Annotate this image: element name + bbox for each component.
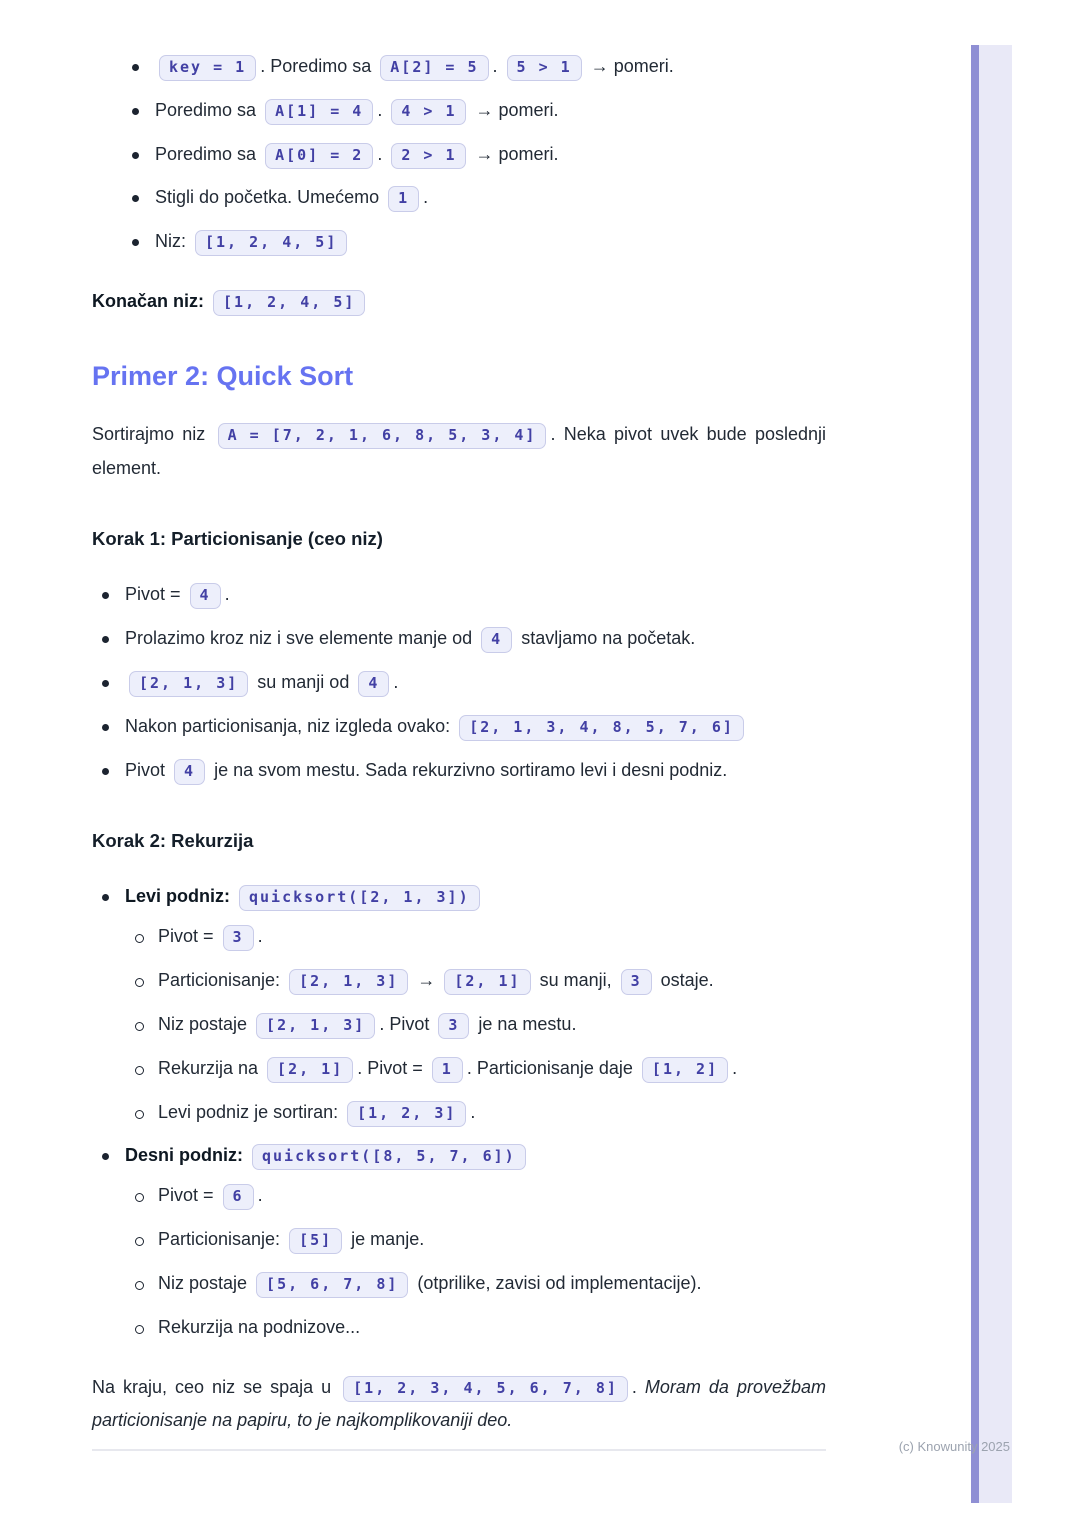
text-run: Poredimo sa <box>155 143 262 164</box>
code-chip: [5] <box>289 1228 342 1254</box>
code-chip: [2, 1] <box>267 1057 353 1083</box>
code-chip: 5 > 1 <box>507 55 582 81</box>
text-run: (otprilike, zavisi od implementacije). <box>412 1272 702 1293</box>
list-item <box>92 578 826 612</box>
text-run: Rekurzija na <box>158 1057 264 1078</box>
list-item <box>122 50 826 84</box>
list-item <box>122 94 826 128</box>
step-subheading: Korak 1: Particionisanje (ceo niz) <box>92 527 383 549</box>
code-chip: 6 <box>223 1184 254 1210</box>
code-chip: 3 <box>223 925 254 951</box>
list-item <box>125 1052 826 1086</box>
list-item <box>92 1139 826 1344</box>
code-chip: A[1] = 4 <box>265 99 373 125</box>
text-run: . <box>257 1185 263 1206</box>
list-item <box>92 754 826 788</box>
footer-credit: (c) Knowunity 2025 <box>898 1439 1010 1454</box>
text-run: . Neka pivot uvek bude poslednji element. <box>92 424 827 478</box>
code-chip: 4 <box>481 627 512 653</box>
code-chip: A[2] = 5 <box>380 55 488 81</box>
bullet-list <box>92 578 826 787</box>
nested-list <box>125 1179 826 1344</box>
text-run: je na svom mestu. Sada rekurzivno sortiramo levi i desni podniz. <box>209 759 728 780</box>
list-item <box>125 964 826 998</box>
text-run: Niz postaje <box>158 1013 253 1034</box>
scrollbar-thumb[interactable] <box>971 45 979 1503</box>
list-item <box>125 1179 826 1213</box>
list-item <box>125 1311 826 1345</box>
code-chip: 2 > 1 <box>391 143 466 169</box>
list-item <box>92 622 826 656</box>
code-chip: 3 <box>438 1013 469 1039</box>
code-chip: [1, 2, 3, 4, 5, 6, 7, 8] <box>343 1376 628 1402</box>
list-item <box>125 920 826 954</box>
list-item <box>122 181 826 215</box>
code-chip: [5, 6, 7, 8] <box>256 1272 408 1298</box>
text-run: Stigli do početka. Umećemo <box>155 187 385 208</box>
text-run: . <box>393 672 399 693</box>
bullet-list <box>92 880 826 1344</box>
text-run: . <box>732 1057 738 1078</box>
code-chip: [1, 2, 4, 5] <box>195 230 347 256</box>
code-chip: [1, 2, 3] <box>347 1101 466 1127</box>
italic-text: Moram da provežbam particionisanje na papiru, to je najkomplikovaniji deo. <box>92 1376 826 1431</box>
text-run: Poredimo sa <box>155 99 262 120</box>
text-run: . Particionisanje daje <box>466 1057 638 1078</box>
text-run: Pivot <box>125 759 171 780</box>
code-chip: 1 <box>388 186 419 212</box>
code-chip: [2, 1, 3] <box>256 1013 375 1039</box>
text-run: Niz postaje <box>158 1272 253 1293</box>
text-run: Nakon particionisanja, niz izgleda ovako: <box>125 715 456 736</box>
code-chip: 3 <box>621 969 652 995</box>
text-run: Particionisanje: <box>158 970 286 991</box>
text-run: je na mestu. <box>473 1013 577 1034</box>
list-item <box>125 1267 826 1301</box>
text-run: Particionisanje: <box>158 1229 286 1250</box>
text-run: → pomeri. <box>470 99 559 120</box>
text-run: . <box>492 56 503 76</box>
paragraph <box>92 285 826 319</box>
text-run: Levi podniz je sortiran: <box>158 1101 344 1122</box>
text-run: . Pivot = <box>357 1057 428 1078</box>
text-run: . Pivot <box>379 1013 435 1034</box>
text-run: → pomeri. <box>470 143 559 164</box>
text-run: stavljamo na početak. <box>516 628 696 649</box>
code-chip: 1 <box>432 1057 463 1083</box>
bullet-list <box>92 50 826 259</box>
list-item <box>92 710 826 744</box>
bold-text: Konačan niz: <box>92 291 210 312</box>
list-item <box>125 1096 826 1130</box>
text-run: su manji, <box>534 970 617 991</box>
text-run: Niz: <box>155 231 191 252</box>
text-run: ostaje. <box>655 970 714 991</box>
footer-divider <box>92 1449 826 1451</box>
document-content <box>92 44 826 1452</box>
code-chip: [2, 1] <box>444 969 530 995</box>
list-item <box>125 1008 826 1042</box>
paragraph <box>92 1371 826 1439</box>
scrollbar-track[interactable] <box>979 45 1012 1503</box>
text-run: Rekurzija na podnizove... <box>158 1316 361 1337</box>
code-chip: 4 <box>190 583 221 609</box>
code-chip: quicksort([2, 1, 3]) <box>239 885 480 911</box>
text-run: Pivot = <box>158 1185 219 1206</box>
nested-list <box>125 920 826 1129</box>
text-run: . <box>423 187 429 208</box>
list-item <box>122 138 826 172</box>
bold-text: Desni podniz: <box>125 1145 248 1166</box>
text-run: . <box>377 99 388 120</box>
list-item <box>125 1223 826 1257</box>
text-run: su manji od <box>252 672 355 693</box>
code-chip: [2, 1, 3] <box>289 969 408 995</box>
text-run: Na kraju, ceo niz se spaja u <box>92 1376 340 1397</box>
text-run: Pivot = <box>158 926 219 947</box>
text-run: . <box>257 926 263 947</box>
code-chip: 4 <box>358 671 389 697</box>
code-chip: [2, 1, 3] <box>129 671 248 697</box>
text-run: → pomeri. <box>585 56 674 76</box>
code-chip: [1, 2, 4, 5] <box>213 290 365 316</box>
text-run: → <box>412 970 441 991</box>
code-chip: key = 1 <box>159 55 256 81</box>
step-subheading: Korak 2: Rekurzija <box>92 829 254 851</box>
list-item <box>122 225 826 259</box>
text-run: je manje. <box>346 1229 425 1250</box>
text-run: Sortirajmo niz <box>92 424 214 445</box>
text-run: . <box>631 1376 645 1397</box>
code-chip: [1, 2] <box>642 1057 728 1083</box>
text-run: . <box>470 1101 476 1122</box>
code-chip: 4 > 1 <box>391 99 466 125</box>
code-chip: A[0] = 2 <box>265 143 373 169</box>
list-item <box>92 880 826 1129</box>
text-run: . Poredimo sa <box>260 56 377 76</box>
code-chip: quicksort([8, 5, 7, 6]) <box>252 1144 526 1170</box>
bold-text: Levi podniz: <box>125 886 235 907</box>
text-run: Prolazimo kroz niz i sve elemente manje od <box>125 628 478 649</box>
text-run: . <box>377 143 388 164</box>
text-run: . <box>224 584 230 605</box>
text-run: Pivot = <box>125 584 186 605</box>
section-heading: Primer 2: Quick Sort <box>92 360 354 391</box>
code-chip: [2, 1, 3, 4, 8, 5, 7, 6] <box>459 715 744 741</box>
code-chip: 4 <box>174 759 205 785</box>
code-chip: A = [7, 2, 1, 6, 8, 5, 3, 4] <box>218 423 547 449</box>
paragraph <box>92 418 826 486</box>
list-item <box>92 666 826 700</box>
